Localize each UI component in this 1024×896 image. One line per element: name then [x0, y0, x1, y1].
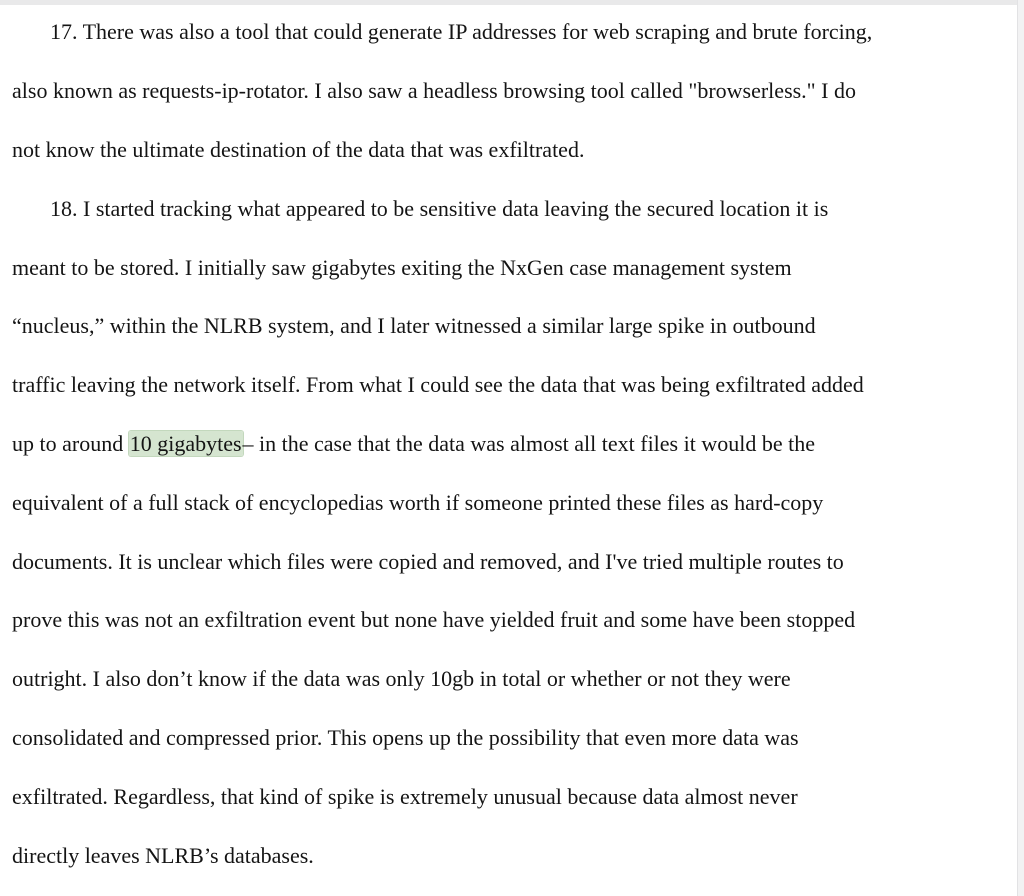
paragraph-18-line-11: exfiltrated. Regardless, that kind of spike is extremely unusual because data almost never [12, 784, 798, 809]
paragraph-18-line-1: 18. I started tracking what appeared to be sensitive data leaving the secured location it is [50, 196, 829, 221]
paragraph-18-line-12: directly leaves NLRB’s databases. [12, 843, 314, 868]
paragraph-18-line-3: “nucleus,” within the NLRB system, and I later witnessed a similar large spike in outbound [12, 313, 816, 338]
line-5-text-before: up to around [12, 431, 129, 456]
scrollbar-track[interactable] [1017, 0, 1024, 896]
line-5-text-after: – in the case that the data was almost all text files it would be the [242, 431, 815, 456]
paragraph-17-line-1: 17. There was also a tool that could generate IP addresses for web scraping and brute forcing, [50, 19, 873, 44]
paragraph-18-line-2: meant to be stored. I initially saw gigabytes exiting the NxGen case management system [12, 255, 792, 280]
paragraph-17-line-3: not know the ultimate destination of the data that was exfiltrated. [12, 137, 585, 162]
paragraph-18-line-5 [12, 430, 815, 458]
paragraph-18-line-9: outright. I also don’t know if the data was only 10gb in total or whether or not they were [12, 666, 791, 691]
highlighted-text[interactable]: 10 gigabytes [129, 431, 242, 456]
paragraph-18-line-6: equivalent of a full stack of encyclopedias worth if someone printed these files as hard-copy [12, 490, 824, 515]
paragraph-18-line-10: consolidated and compressed prior. This opens up the possibility that even more data was [12, 725, 799, 750]
paragraph-18-line-4: traffic leaving the network itself. From what I could see the data that was being exfiltrated added [12, 372, 864, 397]
paragraph-18-line-8: prove this was not an exfiltration event but none have yielded fruit and some have been stopped [12, 607, 856, 632]
paragraph-18-line-7: documents. It is unclear which files were copied and removed, and I've tried multiple routes to [12, 549, 844, 574]
document-page [0, 5, 1018, 896]
paragraph-17-line-2: also known as requests-ip-rotator. I also saw a headless browsing tool called "browserless." I do [12, 78, 856, 103]
